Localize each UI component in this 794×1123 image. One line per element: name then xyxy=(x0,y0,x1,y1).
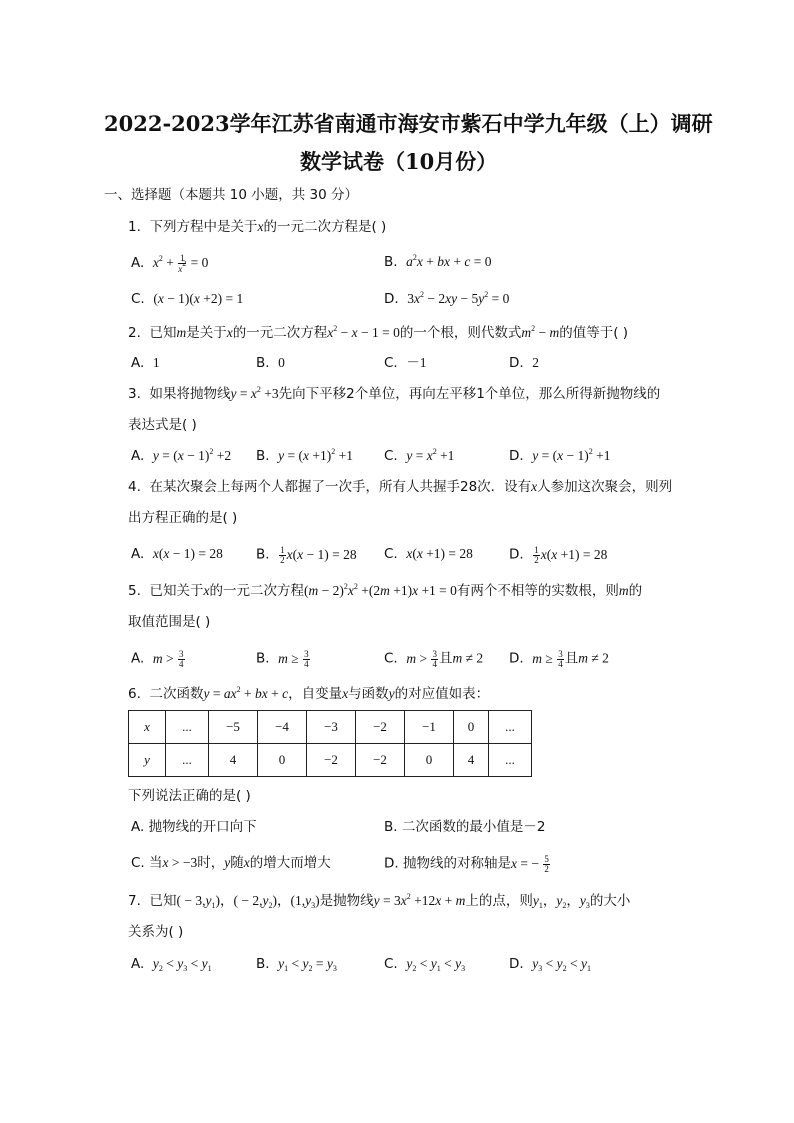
q4-option-d[interactable] xyxy=(509,546,607,565)
option-label: B. xyxy=(256,956,270,972)
q3-option-a[interactable] xyxy=(131,448,231,464)
question-4-stem-line2: 出方程正确的是( ) xyxy=(128,510,238,526)
option-label: A. xyxy=(131,255,145,272)
q7-option-d[interactable] xyxy=(509,956,591,972)
option-value: 1 xyxy=(152,355,160,370)
table-cell: −4 xyxy=(258,711,307,744)
question-text: 的大小 xyxy=(589,893,631,909)
math-expression: $\frac{1}{2}$ x(x +1) = 28 xyxy=(534,545,608,565)
question-number: 4. xyxy=(128,479,141,495)
option-label: D. xyxy=(509,546,524,563)
table-cell: 0 xyxy=(258,744,307,777)
table-cell: ... xyxy=(489,744,532,777)
option-text: 随 xyxy=(230,855,244,871)
question-text: 人参加这次聚会，则列 xyxy=(537,479,673,495)
q6-option-d[interactable]: D. 抛物线的对称轴是x = − $\frac{5}{2}$ xyxy=(384,854,549,874)
question-text: 下列方程中是关于 xyxy=(149,219,258,235)
question-number: 5. xyxy=(128,583,141,599)
table-cell: 4 xyxy=(454,744,489,777)
option-label: D. xyxy=(384,291,399,307)
option-text: 时， xyxy=(197,855,225,871)
q1-option-c[interactable] xyxy=(131,291,243,307)
math-expression: $y_2 < y_1 < y_3$ xyxy=(406,956,466,973)
math-expression: $x^2$ + $\frac{1}{x^2}$ = 0 xyxy=(152,253,209,274)
question-text: 在某次聚会上每两个人都握了一次手，所有人共握手28次．设有 xyxy=(149,479,532,495)
math-expression: $\frac{1}{2}$ x(x − 1) = 28 xyxy=(280,545,357,565)
q1-option-d[interactable] xyxy=(384,291,509,307)
q1-option-b[interactable] xyxy=(384,254,492,270)
table-cell: −3 xyxy=(307,711,356,744)
table-cell: ... xyxy=(489,711,532,744)
q5-option-a[interactable] xyxy=(131,650,186,669)
math-expression: $y_1 < y_2 = y_3$ xyxy=(278,956,337,973)
question-text: ，自变量 xyxy=(288,686,343,702)
math-expression: m ≥ $\frac{3}{4}$ xyxy=(278,649,309,669)
option-value: 0 xyxy=(278,355,285,370)
question-7-stem: 7. 已知( − $3,y_1$)，( − $2,y_2$)，$(1,y_3)$是抛物线$y = 3x^2 +12x + m$上的点，则$y_1$，$y_2$，$y_3$的大小 xyxy=(128,892,631,910)
q2-option-d[interactable] xyxy=(509,355,539,371)
math-expression: $y = (x - 1)^2 +2$ xyxy=(152,447,232,463)
question-text: 上的点，则 xyxy=(465,893,533,909)
q4-option-a[interactable] xyxy=(131,546,223,562)
option-value: 2 xyxy=(532,355,540,370)
q5-option-c[interactable]: C. m > $\frac{3}{4}$ 且m ≠ 2 xyxy=(384,649,484,669)
math-expression: m ≥ $\frac{3}{4}$ xyxy=(532,649,563,669)
table-row xyxy=(129,711,532,744)
q2-option-a[interactable] xyxy=(131,355,160,371)
math-expression: $y = (x +1)^2 +1$ xyxy=(278,447,353,463)
math-expression: x(x − 1) = 28 xyxy=(152,546,223,561)
table-cell: y xyxy=(129,744,166,777)
table-cell: −2 xyxy=(356,711,405,744)
question-1-stem xyxy=(128,219,386,235)
option-label: A. xyxy=(131,546,145,562)
question-number: 3. xyxy=(128,386,141,402)
option-label: C. xyxy=(384,448,398,464)
math-expression: (x − 1)(x +2) = 1 xyxy=(153,291,244,306)
q6-option-c[interactable]: C. 当x > −3时，y随x的增大而增大 xyxy=(131,855,331,871)
math-expression: $y_2 < y_3 < y_1$ xyxy=(152,956,212,973)
option-text: D. 抛物线的对称轴是 xyxy=(384,855,511,872)
q4-option-c[interactable] xyxy=(384,546,473,562)
option-text: C. 当 xyxy=(131,855,163,871)
value-table xyxy=(128,710,532,777)
q3-option-c[interactable] xyxy=(384,448,454,464)
math-expression: m > $\frac{3}{4}$ xyxy=(406,649,437,669)
question-5-stem: 5. 已知关于x的一元二次方程$(m - 2)^2x^2 +(2m +1)x +1 = 0$有两个不相等的实数根，则m的 xyxy=(128,582,643,599)
question-text: 已知关于 xyxy=(149,583,204,599)
question-number: 1. xyxy=(128,219,141,235)
option-label: B. xyxy=(256,546,270,563)
table-cell: x xyxy=(129,711,166,744)
math-expression: $y = x^2 +1$ xyxy=(406,447,455,463)
q2-option-c[interactable] xyxy=(384,355,427,371)
question-text: 先向下平移2个单位，再向左平移1个单位，那么所得新抛物线的 xyxy=(278,386,661,402)
question-text: 已知 xyxy=(149,893,177,909)
q5-option-d[interactable]: D. m ≥ $\frac{3}{4}$ 且m ≠ 2 xyxy=(509,649,609,669)
table-cell: −1 xyxy=(405,711,454,744)
question-text: 的一元二次方程是( ) xyxy=(263,219,387,235)
math-expression: x(x +1) = 28 xyxy=(406,546,473,561)
exam-title-line1: 2022-2023学年江苏省南通市海安市紫石中学九年级（上）调研 xyxy=(104,111,713,136)
option-label: B. xyxy=(256,448,270,464)
question-3-stem: 3. 如果将抛物线$y = x^2 +3$先向下平移2个单位，再向左平移1个单位，那么所得新抛物线的 xyxy=(128,385,661,402)
option-label: D. xyxy=(509,650,524,667)
option-label: B. xyxy=(256,355,270,371)
question-6-after-table: 下列说法正确的是( ) xyxy=(128,788,251,804)
option-label: A. xyxy=(131,355,145,371)
question-text: 是关于 xyxy=(186,325,227,341)
math-expression: $a^2x$ + bx + c = 0 xyxy=(406,253,492,269)
q6-option-a[interactable]: A. 抛物线的开口向下 xyxy=(131,819,257,835)
math-expression: $y = (x - 1)^2 +1$ xyxy=(532,447,611,463)
option-text: 的增大而增大 xyxy=(249,855,331,871)
option-value: －1 xyxy=(406,355,427,370)
section-heading: 一、选择题（本题共 10 小题，共 30 分） xyxy=(104,187,359,203)
option-label: C. xyxy=(131,291,145,307)
question-text: 的对应值如表： xyxy=(394,686,490,702)
exam-title-line2: 数学试卷（10月份） xyxy=(300,149,498,174)
math-expression: $y_3 < y_2 < y_1$ xyxy=(532,956,592,973)
question-2-stem: 2. 已知m是关于x的一元二次方程$x^2 - x - 1 = 0$的一个根，则代数式$m^2 - m$的值等于( ) xyxy=(128,324,629,341)
table-cell: ... xyxy=(166,744,209,777)
question-3-stem-line2: 表达式是( ) xyxy=(128,417,197,433)
question-text: 有两个不相等的实数根，则 xyxy=(456,583,619,599)
option-label: B. xyxy=(384,254,398,270)
option-label: C. xyxy=(384,650,398,667)
q1-option-a[interactable] xyxy=(131,254,208,274)
table-row xyxy=(129,744,532,777)
table-cell: −2 xyxy=(356,744,405,777)
question-text: 的一元二次方程 xyxy=(209,583,304,599)
fraction: $\frac{1}{x^2}$ xyxy=(178,253,187,274)
option-label: D. xyxy=(509,355,524,371)
option-label: A. xyxy=(131,956,145,972)
question-6-stem: 6. 二次函数$y = ax^2$ + bx + c，自变量x与函数y的对应值如表： xyxy=(128,685,490,702)
question-text: 如果将抛物线 xyxy=(149,386,231,402)
q7-option-b[interactable] xyxy=(256,956,337,972)
option-label: C. xyxy=(384,355,398,371)
option-label: A. xyxy=(131,448,145,464)
math-var: x xyxy=(257,219,264,234)
q6-option-b[interactable]: B. 二次函数的最小值是－2 xyxy=(384,819,546,835)
table-cell: −2 xyxy=(307,744,356,777)
q7-option-c[interactable] xyxy=(384,956,465,972)
option-label: B. xyxy=(256,650,270,667)
math-expression: $3x^2 - 2xy - 5y^2 = 0$ xyxy=(407,290,510,306)
option-label: C. xyxy=(384,956,398,972)
option-label: A. xyxy=(131,650,145,667)
q4-option-b[interactable] xyxy=(256,546,357,565)
table-cell: 0 xyxy=(405,744,454,777)
question-text: 是抛物线 xyxy=(319,893,374,909)
question-7-stem-line2: 关系为( ) xyxy=(128,924,184,940)
table-cell: 4 xyxy=(209,744,258,777)
question-number: 2. xyxy=(128,325,141,341)
question-5-stem-line2: 取值范围是( ) xyxy=(128,614,211,630)
option-label: D. xyxy=(509,956,524,972)
question-text: 与函数 xyxy=(348,686,389,702)
question-text: 的一个根，则代数式 xyxy=(399,325,522,341)
q7-option-a[interactable] xyxy=(131,956,212,972)
question-text: 的一元二次方程 xyxy=(232,325,328,341)
question-text: 的 xyxy=(628,583,643,599)
option-label: C. xyxy=(384,546,398,562)
option-label: D. xyxy=(509,448,524,464)
q2-option-b[interactable] xyxy=(256,355,285,371)
q5-option-b[interactable] xyxy=(256,650,311,669)
question-number: 6. xyxy=(128,686,141,702)
question-text: 二次函数 xyxy=(149,686,204,702)
question-number: 7. xyxy=(128,893,141,909)
table-cell: −5 xyxy=(209,711,258,744)
question-text: 已知 xyxy=(149,325,177,341)
q3-option-b[interactable] xyxy=(256,448,353,464)
q3-option-d[interactable] xyxy=(509,448,611,464)
math-expression: m > $\frac{3}{4}$ xyxy=(152,649,184,669)
question-text: 的值等于( ) xyxy=(559,325,629,341)
table-cell: 0 xyxy=(454,711,489,744)
question-4-stem: 4. 在某次聚会上每两个人都握了一次手，所有人共握手28次．设有x人参加这次聚会，则列 xyxy=(128,479,673,495)
table-cell: ... xyxy=(166,711,209,744)
